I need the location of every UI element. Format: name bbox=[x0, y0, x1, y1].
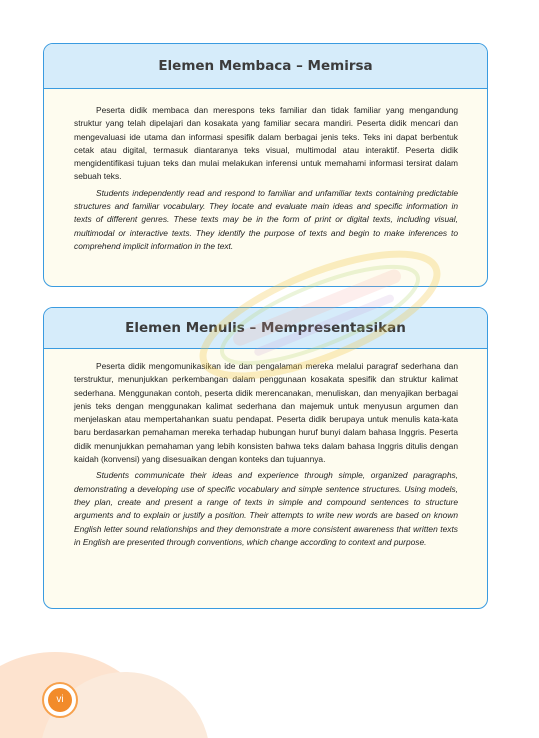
reading-element-box bbox=[43, 43, 488, 287]
writing-element-body bbox=[44, 349, 487, 549]
reading-element-body bbox=[44, 89, 487, 253]
writing-element-title: Elemen Menulis – Mempresentasikan bbox=[44, 308, 487, 349]
reading-paragraph-english: Students independently read and respond to familiar and unfamiliar texts containing predictable structures and familiar vocabulary. They locate and evaluate main ideas and specific information in texts of different genres. These texts may be in the form of print or digital texts, including visual, multimodal or interactive texts. They identify the purpose of texts and begin to make inferences to comprehend implicit information in the text. bbox=[74, 187, 458, 251]
page-number: vi bbox=[48, 688, 72, 712]
reading-element-title: Elemen Membaca – Memirsa bbox=[44, 44, 487, 89]
writing-paragraph-indonesian: Peserta didik mengomunikasikan ide dan pengalaman mereka melalui paragraf sederhana dan terstruktur, menunjukkan perkembangan dalam penggunaan kosakata spesifik dan struktur kalimat sederhana. Menggunakan contoh, peserta didik merencanakan, menuliskan, dan menyajikan berbagai jenis teks dengan menggunakan kalimat sederhana dan majemuk untuk menyusun argumen dan menjelaskan atau mempertahankan suatu pendapat. Peserta didik berupaya untuk menulis kata-kata baru berdasarkan pemahaman mereka terhadap hubungan huruf bunyi dalam bahasa Inggris. Peserta didik menunjukkan pemahaman yang lebih konsisten bahwa teks dalam bahasa Inggris ditulis dengan kaidah (konvensi) yang disesuaikan dengan konteks dan tujuannya. bbox=[74, 361, 458, 465]
reading-paragraph-indonesian: Peserta didik membaca dan merespons teks familiar dan tidak familiar yang mengandung struktur yang telah dipelajari dan kosakata yang familiar secara mandiri. Peserta didik mencari dan mengevaluasi ide utama dan informasi spesifik dalam berbagai jenis teks. Teks ini dapat berbentuk cetak atau digital, termasuk diantaranya teks visual, multimodal atau interaktif. Peserta didik mengidentifikasi tujuan teks dan mulai melakukan inferensi untuk memahami informasi tersirat dalam sebuah teks. bbox=[74, 105, 458, 182]
writing-element-box bbox=[43, 307, 488, 609]
page-number-badge bbox=[42, 682, 78, 718]
writing-paragraph-english: Students communicate their ideas and experience through simple, organized paragraphs, demonstrating a developing use of specific vocabulary and simple sentence structures. Using models, they plan, create and present a range of texts in simple and compound sentences to structure arguments and to explain or justify a position. Their attempts to write new words are based on known English letter sound relationships and they demonstrate a more consistent awareness that written texts in English are presented through conventions, which change according to context and purpose. bbox=[74, 470, 458, 547]
